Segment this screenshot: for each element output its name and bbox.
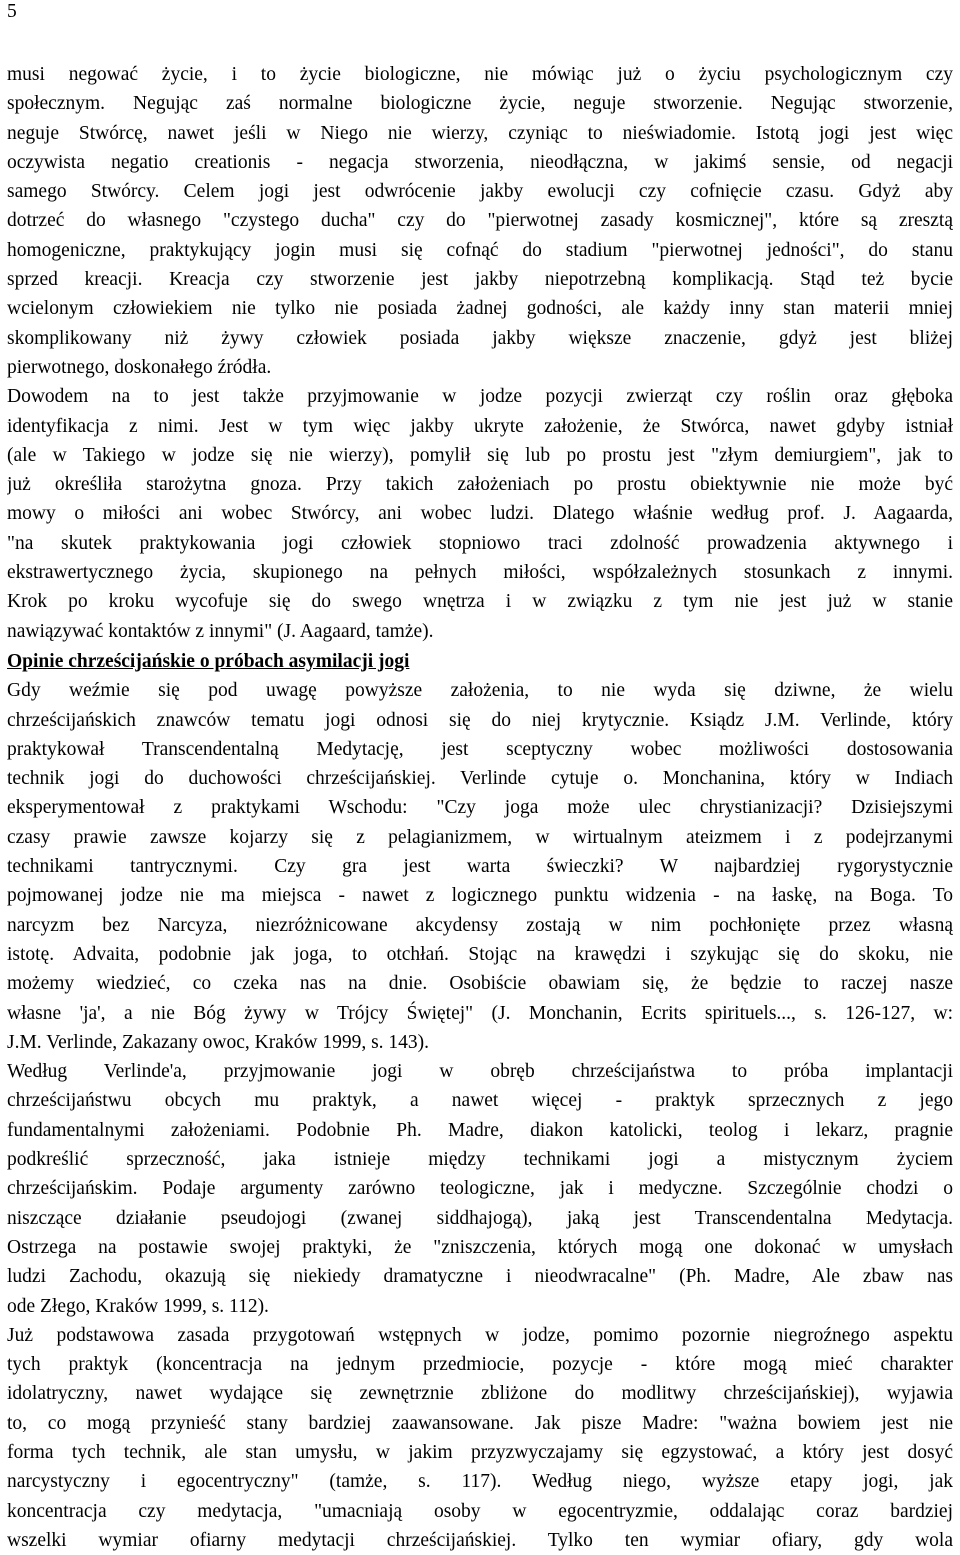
text-line: fundamentalnymi założeniami. Podobnie Ph. Madre, diakon katolicki, teolog i lekarz, pragnie (7, 1119, 953, 1141)
text-line: narcyzm bez Narcyza, niezróżnicowane akcydensy zostają w nim pochłonięte przez własną (7, 914, 953, 936)
text-line: nawiązywać kontaktów z innymi" (J. Aagaard, tamże). (7, 620, 434, 642)
text-line: to, co mogą przynieść stany bardziej zaawansowane. Jak pisze Madre: "ważna bowiem jest nie (7, 1412, 953, 1434)
text-line: Według Verlinde'a, przyjmowanie jogi w obręb chrześcijaństwa to próba implantacji (7, 1061, 953, 1083)
text-line: czasy prawie zawsze kojarzy się z pelagianizmem, w wirtualnym ateizmem i z podejrzanymi (7, 826, 953, 848)
text-line: mowy o miłości ani wobec Stwórcy, ani wobec ludzi. Dlatego właśnie według prof. J. Aagaarda, (7, 503, 953, 525)
text-line: oczywista negatio creationis - negacja stworzenia, nieodłączna, w jakimś sensie, od negacji (7, 151, 953, 173)
text-line: homogeniczne, praktykujący jogin musi się cofnąć do stadium "pierwotnej jedności", do stanu (7, 239, 953, 261)
text-line: musi negować życie, i to życie biologiczne, nie mówiąc już o życiu psychologicznym czy (7, 64, 953, 85)
section-christian-opinions (7, 647, 953, 1555)
text-line: eksperymentował z praktykami Wschodu: "Czy joga może ulec chrystianizacji? Dzisiejszymi (7, 797, 953, 819)
text-line: Dowodem na to jest także przyjmowanie w jodze pozycji zwierząt czy roślin oraz głęboka (7, 386, 953, 408)
text-line: podkreślić sprzeczność, jaka istnieje między technikami jogi a mistycznym życiem (7, 1149, 953, 1171)
text-line: (ale w Takiego w jodze się nie wierzy), pomylił się lub po prostu jest "złym demiurgiem", jak to (7, 444, 953, 466)
page-number: 5 (7, 1, 17, 22)
text-line: koncentracja czy medytacja, "umacniają osoby w egocentryzmie, oddalając coraz bardziej (7, 1500, 953, 1522)
text-line: możemy wiedzieć, co czeka nas na dnie. Osobiście obawiam się, że będzie to raczej nasze (7, 973, 953, 995)
text-line: własne 'ja', a nie Bóg żywy w Trójcy Świętej" (J. Monchanin, Ecrits spirituels..., s. 126-127, w: (7, 1002, 953, 1024)
text-line: technikami tantrycznymi. Czy gra jest warta świeczki? W najbardziej rygorystycznie (7, 856, 953, 878)
text-line: ludzi Zachodu, okazują się niekiedy dramatyczne i nieodwracalne" (Ph. Madre, Ale zbaw nas (7, 1266, 953, 1288)
text-line: Krok po kroku wycofuje się do swego wnętrza i w związku z tym nie jest już w stanie (7, 591, 953, 613)
text-line: forma tych technik, ale stan umysłu, w jakim przyzwyczajamy się egzystować, a który jest dosyć (7, 1442, 953, 1464)
text-line: ode Złego, Kraków 1999, s. 112). (7, 1295, 269, 1317)
text-line: wcielonym człowiekiem nie tylko nie posiada żadnej godności, ale każdy inny stan materii mniej (7, 298, 953, 320)
document-page (7, 0, 953, 1551)
text-line: ekstrawertycznego życia, skupionego na pełnych miłości, współzależnych stosunkach z innymi. (7, 562, 953, 584)
text-line: skomplikowany niż żywy człowiek posiada jakby większe znaczenie, gdyż jest bliżej (7, 327, 953, 349)
text-line: identyfikacja z nimi. Jest w tym więc jakby ukryte założenie, że Stwórca, nawet gdyby istniał (7, 415, 953, 437)
text-line: sprzed kreacji. Kreacja czy stworzenie jest jakby niepotrzebną komplikacją. Stąd też bycie (7, 269, 953, 291)
text-line: "na skutek praktykowania jogi człowiek stopniowo traci zdolność prowadzenia aktywnego i (7, 532, 953, 554)
text-line: wszelki wymiar ofiarny medytacji chrześcijańskiej. Tylko ten wymiar ofiary, gdy wola (7, 1529, 953, 1551)
text-line: pierwotnego, doskonałego źródła. (7, 356, 272, 378)
text-line: narcystyczny i egocentryczny" (tamże, s. 117). Według niego, wyższe etapy jogi, jak (7, 1471, 953, 1493)
text-line: technik jogi do duchowości chrześcijańskiej. Verlinde cytuje o. Monchanina, który w Indiach (7, 768, 953, 790)
text-line: praktykował Transcendentalną Medytację, jest sceptyczny wobec możliwości dostosowania (7, 738, 953, 760)
text-line: Gdy weźmie się pod uwagę powyższe założenia, to nie wyda się dziwne, że wielu (7, 680, 953, 702)
text-line: chrześcijańskich znawców tematu jogi odnosi się do niej krytycznie. Ksiądz J.M. Verlinde, który (7, 709, 953, 731)
text-line: idolatryczny, nawet wydające się zewnętrznie zbliżone do modlitwy chrześcijańskiej), wyjawia (7, 1383, 953, 1405)
text-line: Już podstawowa zasada przygotowań wstępnych w jodze, pomimo pozornie niegroźnego aspektu (7, 1324, 953, 1346)
paragraph-block-intro (7, 60, 953, 646)
text-line: samego Stwórcy. Celem jogi jest odwrócenie jakby ewolucji czy cofnięcie czasu. Gdyż aby (7, 181, 953, 203)
text-line: pojmowanej jodze nie ma miejsca - nawet z logicznego punktu widzenia - na łaskę, na Boga. To (7, 885, 953, 907)
text-line: niszczące działanie pseudojogi (zwanej siddhajogą), jaką jest Transcendentalna Medytacja. (7, 1207, 953, 1229)
text-line: tych praktyk (koncentracja na jednym przedmiocie, pozycje - które mogą mieć charakter (7, 1354, 953, 1376)
text-line: dotrzeć do własnego "czystego ducha" czy do "pierwotnej zasady kosmicznej", które są zresztą (7, 210, 953, 232)
text-line: istotę. Advaita, podobnie jak joga, to otchłań. Stojąc na krawędzi i szykując się do skoku, nie (7, 943, 953, 965)
text-line: społecznym. Negując zaś normalne biologiczne życie, neguje stworzenie. Negując stworzenie, (7, 93, 953, 115)
text-line: chrześcijańskim. Podaje argumenty zarówno teologiczne, jak i medyczne. Szczególnie chodzi o (7, 1178, 953, 1200)
text-line: chrześcijaństwu obcych mu praktyk, a nawet więcej - praktyk sprzecznych z jego (7, 1090, 953, 1112)
text-line: już określiła starożytna gnoza. Przy takich założeniach po prostu obiektywnie nie może być (7, 474, 953, 496)
text-line: J.M. Verlinde, Zakazany owoc, Kraków 1999, s. 143). (7, 1031, 430, 1053)
text-line: neguje Stwórcę, nawet jeśli w Niego nie wierzy, czyniąc to nieświadomie. Istotą jogi jest więc (7, 122, 953, 144)
section-body (7, 676, 953, 1555)
text-line: Ostrzega na postawie swojej praktyki, że "zniszczenia, których mogą one dokonać w umysłach (7, 1236, 953, 1258)
section-heading: Opinie chrześcijańskie o próbach asymilacji jogi (7, 651, 410, 672)
